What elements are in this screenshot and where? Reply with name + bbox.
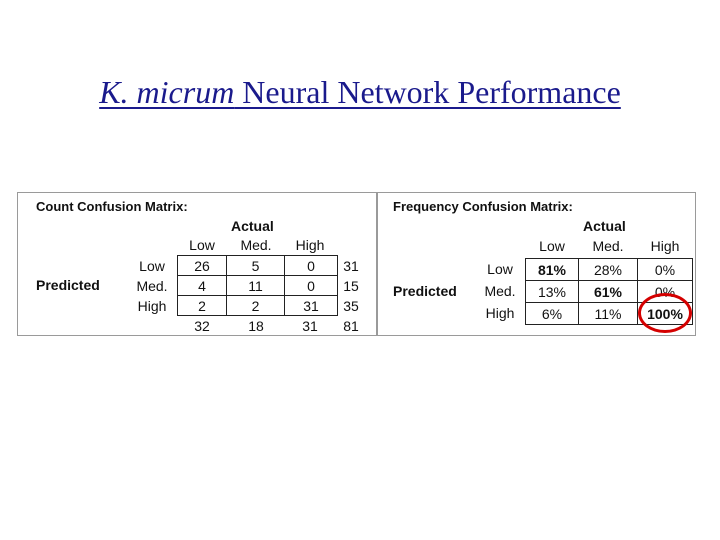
count-cell: 2 [178, 296, 227, 316]
count-col-header-med: Med. [240, 237, 272, 253]
count-matrix-title: Count Confusion Matrix: [36, 199, 188, 214]
table-row [178, 296, 338, 316]
count-cell: 4 [178, 276, 227, 296]
count-row-total: 31 [343, 258, 359, 274]
count-cell: 5 [227, 256, 285, 276]
frequency-col-header-med: Med. [592, 238, 624, 254]
frequency-cell: 13% [526, 281, 579, 303]
count-row-total: 15 [343, 278, 359, 294]
count-actual-label: Actual [231, 218, 274, 234]
frequency-cell: 100% [638, 303, 693, 325]
count-row-header-high: High [137, 298, 167, 314]
count-col-header-high: High [295, 237, 325, 253]
count-matrix-grid [177, 255, 338, 316]
frequency-cell: 81% [526, 259, 579, 281]
table-row [178, 256, 338, 276]
count-col-total: 18 [248, 318, 264, 334]
frequency-confusion-matrix-panel [377, 192, 696, 336]
frequency-actual-label: Actual [583, 218, 626, 234]
count-col-total: 31 [302, 318, 318, 334]
count-predicted-label: Predicted [36, 277, 100, 293]
slide-title [0, 74, 720, 111]
count-cell: 11 [227, 276, 285, 296]
title-species: K. micrum [99, 74, 235, 110]
frequency-matrix-title: Frequency Confusion Matrix: [393, 199, 573, 214]
frequency-cell: 11% [579, 303, 638, 325]
frequency-row-header-high: High [485, 305, 515, 321]
count-cell: 0 [285, 276, 338, 296]
count-col-total: 32 [194, 318, 210, 334]
count-row-header-low: Low [139, 258, 165, 274]
count-col-header-low: Low [189, 237, 215, 253]
table-row [526, 259, 693, 281]
count-grand-total: 81 [343, 318, 359, 334]
count-cell: 31 [285, 296, 338, 316]
frequency-cell: 0% [638, 281, 693, 303]
count-row-total: 35 [343, 298, 359, 314]
frequency-col-header-low: Low [539, 238, 565, 254]
count-row-header-med: Med. [136, 278, 168, 294]
frequency-predicted-label: Predicted [393, 283, 457, 299]
count-cell: 26 [178, 256, 227, 276]
count-confusion-matrix-panel [17, 192, 377, 336]
highlight-circle [638, 293, 692, 333]
table-row [178, 276, 338, 296]
title-rest: Neural Network Performance [234, 74, 621, 110]
frequency-row-header-low: Low [487, 261, 513, 277]
frequency-cell: 61% [579, 281, 638, 303]
frequency-row-header-med: Med. [484, 283, 516, 299]
count-cell: 0 [285, 256, 338, 276]
count-cell: 2 [227, 296, 285, 316]
frequency-cell: 0% [638, 259, 693, 281]
frequency-cell: 6% [526, 303, 579, 325]
frequency-cell: 28% [579, 259, 638, 281]
frequency-col-header-high: High [650, 238, 680, 254]
